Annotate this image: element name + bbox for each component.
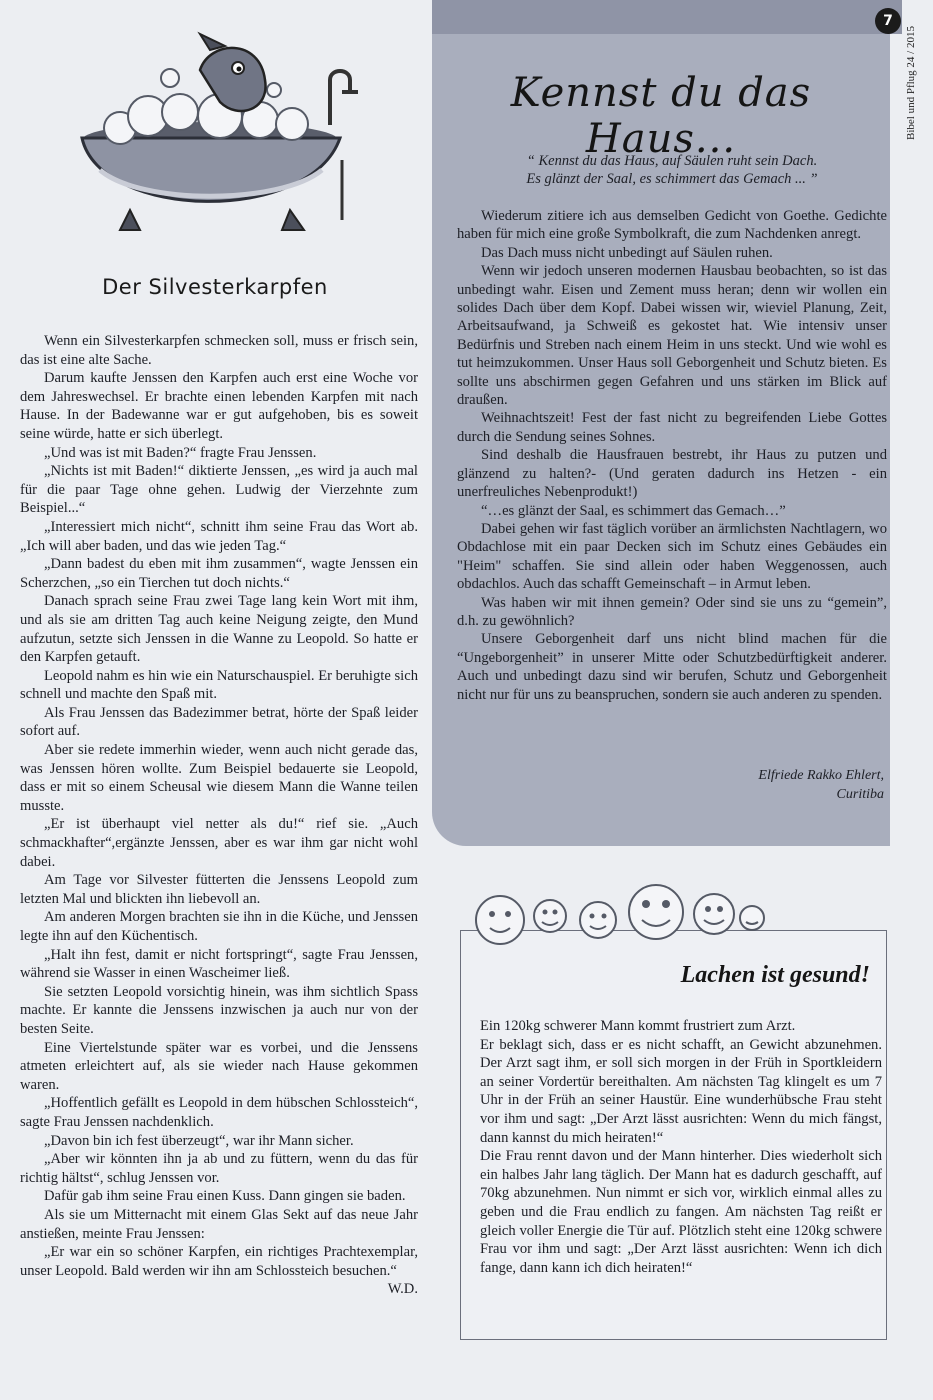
quote-line: Es glänzt der Saal, es schimmert das Gemach ... ” xyxy=(526,171,818,187)
joke-body xyxy=(480,1017,882,1277)
paragraph: Wenn wir jedoch unseren modernen Hausbau beobachten, so ist das unbedingt wahr. Eisen und Zement muss heran; denn wir wollen ein solides Dach über dem Kopf. Dabei wissen wir, wieviel Planung, Zeit, Arbeitsaufwand, ja Schweiß es gekostet hat. Wie intensiv unser Bedürfnis und Streben nach einem Heim in uns steckt. Und wie wohl es tut heimzukommen. Unser Haus soll Geborgenheit und Schutz bieten. Es sollte uns abschirmen gegen Gefahren und uns stärken im Blick auf draußen. xyxy=(457,263,887,409)
paragraph: Er beklagt sich, dass er es nicht schafft, an Gewicht abzunehmen. Der Arzt sagt ihm, er soll sich morgen in der Früh in Sportkleidern an seiner Vordertür bereithalten. Am nächsten Tag klingelt es um 7 Uhr in der Früh an seiner Haustür. Eine wunderhübsche Frau steht vor ihm und sagt: „Der Arzt lässt ausrichten: Wenn du mich fängst, dann kannst du mich heiraten!“ xyxy=(480,1036,882,1146)
paragraph: Wiederum zitiere ich aus demselben Gedicht von Goethe. Gedichte haben für mich eine große Symbolkraft, die zum Nachdenken anregt. xyxy=(457,208,887,243)
paragraph: Eine Viertelstunde später war es vorbei, und die Jenssens atmeten erleichtert auf, als sie wieder nach Hause gekommen waren. xyxy=(20,1039,418,1093)
page-number: 7 xyxy=(875,8,901,34)
article-body xyxy=(20,332,418,1299)
author-name: Elfriede Rakko Ehlert, xyxy=(758,768,884,783)
paragraph: „Hoffentlich gefällt es Leopold in dem hübschen Schlossteich“, sagte Frau Jenssen nachdenklich. xyxy=(20,1095,418,1130)
paragraph: „Dann badest du eben mit ihm zusammen“, wagte Jenssen ein Scherzchen, „so ein Tierchen tut doch nichts.“ xyxy=(20,556,418,591)
paragraph: Dabei gehen wir fast täglich vorüber an ärmlichsten Nachtlagern, wo Obdachlose mit ein paar Decken sich im Schutz eines Gebäudes ein "Heim" schaffen. Sie sind allein oder haben Weggenossen, auch obdachlos. Auch das schafft Gemeinschaft – in Armut leben. xyxy=(457,520,887,593)
bathtub-fish-illustration xyxy=(60,20,380,250)
paragraph: „Und was ist mit Baden?“ fragte Frau Jenssen. xyxy=(44,444,317,461)
paragraph: Ein 120kg schwerer Mann kommt frustriert zum Arzt. xyxy=(480,1018,796,1034)
goethe-quote xyxy=(462,152,882,188)
paragraph: Dafür gab ihm seine Frau einen Kuss. Dann gingen sie baden. xyxy=(44,1188,406,1205)
paragraph: Am Tage vor Silvester fütterten die Jenssens Leopold zum letzten Mal und blickten ihn liebevoll an. xyxy=(20,872,418,907)
paragraph: „Davon bin ich fest überzeugt“, war ihr Mann sicher. xyxy=(44,1132,354,1149)
magazine-issue-label: Bibel und Pflug 24 / 2015 xyxy=(905,26,917,140)
paragraph: „Interessiert mich nicht“, schnitt ihm seine Frau das Wort ab. „Ich will aber baden, und das wie jeden Tag.“ xyxy=(20,518,418,554)
paragraph: „Er ist überhaupt viel netter als du!“ rief sie. „Auch schmackhafter“,ergänzte Jenssen, aber es war ihm gar nicht wohl dabei. xyxy=(20,816,418,870)
paragraph: Aber sie redete immerhin wieder, wenn auch nicht gerade das, was Jenssen hören wollte. Zum Beispiel bedauerte sie Leopold, dass er mit so einem Scheusal wie diesem Mann die Wanne teilen musste. xyxy=(20,742,418,814)
paragraph: Weihnachtszeit! Fest der fast nicht zu begreifenden Liebe Gottes durch die Sendung seines Sohnes. xyxy=(457,410,887,445)
paragraph: Sie setzten Leopold vorsichtig hinein, was ihm sichtlich Spass machte. Er kannte die Jenssens inzwischen ja auch nur von der besten Seite. xyxy=(20,983,418,1037)
paragraph: Unsere Geborgenheit darf uns nicht blind machen für die “Ungeborgenheit” in unserer Mitte oder Schutzbedürftigkeit anderer. Auch und unbedingt dazu sind wir berufen, Schutz und Geborgenheit nicht nur für uns zu beanspruchen, sondern sie auch anderen zu spenden. xyxy=(457,631,887,703)
paragraph: Wenn ein Silvesterkarpfen schmecken soll, muss er frisch sein, das ist eine alte Sache. xyxy=(20,333,418,368)
author-credit xyxy=(660,766,884,804)
paragraph: “…es glänzt der Saal, es schimmert das Gemach…” xyxy=(481,502,786,519)
paragraph: Die Frau rennt davon und der Mann hinterher. Dies wiederholt sich ein halbes Jahr lang täglich. Der Mann hat es dadurch geschafft, auf 70kg abzunehmen. Nun nimmt er sich vor, wirklich einmal alles zu geben und die Frau endlich zu fangen. Am nächsten Tag reißt er gleich voller Energie die Tür auf. Plötzlich steht eine 120kg schwere Frau vor ihm und sagt: „Der Arzt lässt ausrichten: Wenn ich dich fange, dann kann ich dich heiraten!“ xyxy=(480,1148,882,1276)
paragraph: Das Dach muss nicht unbedingt auf Säulen ruhen. xyxy=(481,244,773,261)
paragraph: Danach sprach seine Frau zwei Tage lang kein Wort mit ihm, und als sie am dritten Tag auch keine Neigung zeigte, den Mund aufzutun, setzte sich Jenssen in die Wanne zu Leopold. So hatte er den Karpfen getauft. xyxy=(20,593,418,666)
header-strip xyxy=(432,0,902,34)
paragraph: Was haben wir mit ihnen gemein? Oder sind sie uns zu “gemein”, d.h. zu gewöhnlich? xyxy=(457,594,887,629)
paragraph: „Halt ihn fest, damit er nicht fortspringt“, sagte Frau Jenssen, während sie Wasser in einen Wascheimer ließ. xyxy=(20,946,418,982)
paragraph: Am anderen Morgen brachten sie ihn in die Küche, und Jenssen legte ihn auf den Küchentisch. xyxy=(20,909,418,944)
feature-body xyxy=(457,207,887,704)
signature: W.D. xyxy=(387,1281,418,1298)
paragraph: Leopold nahm es hin wie ein Naturschauspiel. Er beruhigte sich schnell und machte den Spaß mit. xyxy=(20,667,418,703)
signature-line xyxy=(20,1280,418,1299)
quote-line: “ Kennst du das Haus, auf Säulen ruht sein Dach. xyxy=(526,153,818,169)
paragraph: Als sie um Mitternacht mit einem Glas Sekt auf das neue Jahr anstießen, meinte Frau Jenssen: xyxy=(20,1206,418,1242)
paragraph: „Nichts ist mit Baden!“ diktierte Jenssen, „es wird ja auch mal für die paar Tage ohne gehen. Ludwig der Vierzehnte zum Beispiel...“ xyxy=(20,463,418,517)
article-title: Der Silvesterkarpfen xyxy=(102,275,328,299)
paragraph: Darum kaufte Jenssen den Karpfen auch erst eine Woche vor dem Jahreswechsel. Er brachte einen lebenden Karpfen mit nach Hause. In der Badewanne war er gut aufgehoben, bis es soweit seine würde, hatte er sich überlegt. xyxy=(20,370,418,442)
feature-title: Kennst du das Haus... xyxy=(510,70,812,162)
joke-title: Lachen ist gesund! xyxy=(680,962,870,988)
author-city: Curitiba xyxy=(836,787,884,802)
smiley-faces-decoration xyxy=(470,884,770,954)
paragraph: „Er war ein so schöner Karpfen, ein richtiges Prachtexemplar, unser Leopold. Bald werden wir ihn am Schlossteich besuchen.“ xyxy=(20,1244,418,1279)
paragraph: Sind deshalb die Hausfrauen bestrebt, ihr Haus zu putzen und glänzend zu halten?- (Und geraten dadurch ins Hetzen - ein unerfreuliches Nebenprodukt!) xyxy=(457,447,887,501)
paragraph: „Aber wir könnten ihn ja ab und zu füttern, wenn du das für richtig hältst“, schlug Jenssen vor. xyxy=(20,1151,418,1186)
paragraph: Als Frau Jenssen das Badezimmer betrat, hörte der Spaß leider sofort auf. xyxy=(20,704,418,740)
